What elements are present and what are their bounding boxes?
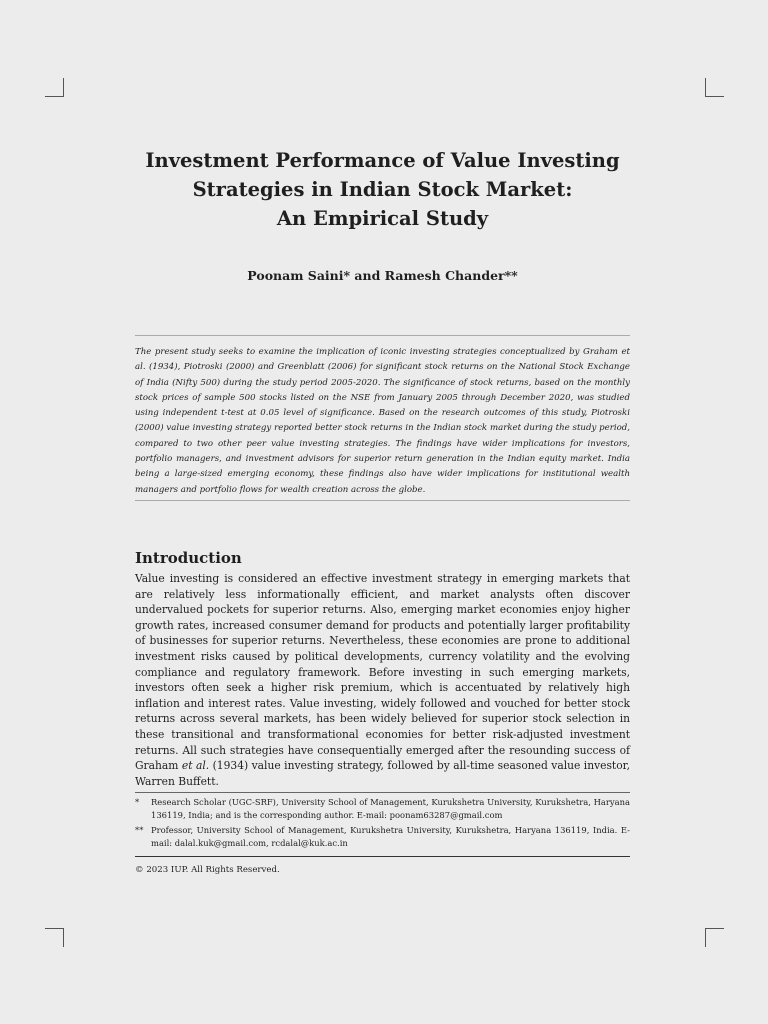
introduction-text-1: Value investing is considered an effective investment strategy in emerging markets that are relatively less informationally efficient, and market analysts often discover undervalued pockets for superior returns. Also, emerging market economies enjoy higher growth rates, increased consumer demand for products and potentially larger profitability of businesses for superior returns. Nevertheless, these economies are prone to additional investment risks caused by political developments, currency volatility and the evolving compliance and regulatory framework. Before investing in such emerging markets, investors often seek a higher risk premium, which is accentuated by relatively high inflation and interest rates. Value investing, widely followed and vouched for better stock returns across several markets, has been widely believed for superior stock selection in these transitional and transformational economies for better risk-adjusted investment returns. All such strategies have consequentially emerged after the resounding success of Graham xyxy=(135,572,630,773)
title-line-2: Strategies in Indian Stock Market: xyxy=(192,178,573,201)
introduction-text-2: (1934) value investing strategy, followed by all-time seasoned value investor, Warren Buffett. xyxy=(135,759,630,788)
introduction-text-italic: et al. xyxy=(181,759,210,773)
crop-mark-top-left xyxy=(45,78,64,97)
footnote xyxy=(135,824,630,849)
introduction-heading: Introduction xyxy=(135,549,242,567)
copyright: © 2023 IUP. All Rights Reserved. xyxy=(135,865,280,875)
authors: Poonam Saini* and Ramesh Chander** xyxy=(247,268,518,283)
abstract-top-rule xyxy=(135,335,630,336)
title-line-1: Investment Performance of Value Investing xyxy=(145,149,620,172)
title-line-3: An Empirical Study xyxy=(276,207,489,230)
crop-mark-bottom-right xyxy=(705,928,724,947)
copyright-rule xyxy=(135,856,630,857)
footnote xyxy=(135,796,630,821)
footnote-rule xyxy=(135,792,630,793)
footnote-mark: * xyxy=(135,797,140,807)
footnote-mark: ** xyxy=(135,825,144,835)
crop-mark-top-right xyxy=(705,78,724,97)
introduction-body xyxy=(135,571,630,789)
crop-mark-bottom-left xyxy=(45,928,64,947)
footnote-text: Professor, University School of Management, Kurukshetra University, Kurukshetra, Haryana 136119, India. E-mail: dalal.kuk@gmail.com, rcdalal@kuk.ac.in xyxy=(151,825,630,848)
abstract: The present study seeks to examine the implication of iconic investing strategies conceptualized by Graham et al. (1934), Piotroski (2000) and Greenblatt (2006) for significant stock returns on the National Stock Exchange of India (Nifty 500) during the study period 2005-2020. The significance of stock returns, based on the monthly stock prices of sample 500 stocks listed on the NSE from January 2005 through December 2020, was studied using independent t-test at 0.05 level of significance. Based on the research outcomes of this study, Piotroski (2000) value investing strategy reported better stock returns in the Indian stock market during the study period, compared to two other peer value investing strategies. The findings have wider implications for investors, portfolio managers, and investment advisors for superior return generation in the Indian equity market. India being a large-sized emerging economy, these findings also have wider implications for institutional wealth managers and portfolio flows for wealth creation across the globe. xyxy=(135,347,630,495)
paper-title xyxy=(135,146,630,233)
footnote-text: Research Scholar (UGC-SRF), University School of Management, Kurukshetra University, Kurukshetra, Haryana 136119, India; and is the corresponding author. E-mail: poonam63287@gmail.com xyxy=(151,797,630,820)
abstract-bottom-rule xyxy=(135,500,630,501)
footnotes xyxy=(135,796,630,852)
